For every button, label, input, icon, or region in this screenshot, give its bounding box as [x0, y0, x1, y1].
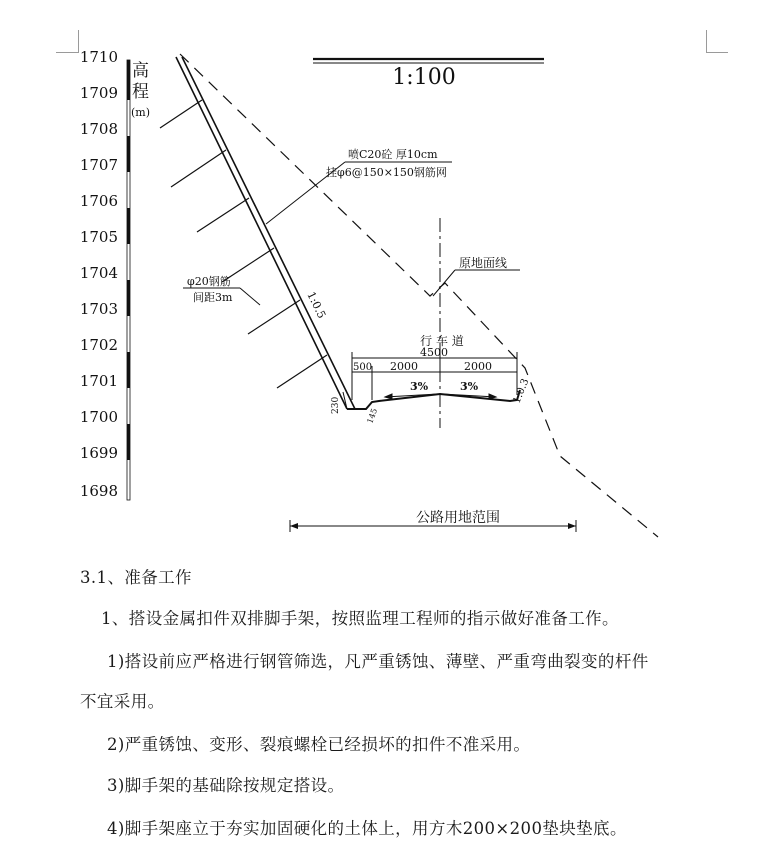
- elevation-label-1701: 1701: [79, 372, 118, 390]
- elevation-label-1703: 1703: [79, 300, 118, 318]
- elevation-ruler: [127, 60, 130, 500]
- scale-label: 1:100: [392, 65, 456, 90]
- sub-item-4: 4)脚手架座立于夯实加固硬化的土体上，用方木200×200垫块垫底。: [107, 819, 627, 838]
- elevation-label-1699: 1699: [79, 444, 118, 462]
- item-1: 1、搭设金属扣件双排脚手架，按照监理工程师的指示做好准备工作。: [101, 609, 619, 628]
- section-heading: 3.1、准备工作: [80, 568, 192, 587]
- elevation-label-1698: 1698: [79, 482, 118, 500]
- elevation-label-1707: 1707: [79, 156, 118, 174]
- elevation-label-1705: 1705: [79, 228, 118, 246]
- elevation-label-1710: 1710: [79, 48, 118, 66]
- ditch-depth-label: 230: [331, 396, 341, 414]
- carriageway-label: 行 车 道: [420, 334, 464, 348]
- original-ground-line: [180, 54, 658, 537]
- sub-item-1-line-2: 不宜采用。: [80, 692, 165, 711]
- cut-slope-ratio: 1:0.5: [304, 289, 329, 321]
- elevation-label-1702: 1702: [79, 336, 118, 354]
- right-of-way-arrow-right: [568, 523, 576, 529]
- rebar-note-line2: 间距3m: [193, 291, 233, 304]
- width-total-label: 4500: [420, 346, 448, 359]
- crossfall-left-label: 3%: [410, 380, 429, 393]
- sub-item-3: 3)脚手架的基础除按规定搭设。: [107, 776, 345, 795]
- sub-item-1-line-1: 1)搭设前应严格进行钢管筛选，凡严重锈蚀、薄壁、严重弯曲裂变的杆件: [107, 652, 649, 671]
- rebar-leader: [240, 288, 260, 305]
- width-left-label: 2000: [390, 360, 418, 373]
- rebar-anchors: [160, 100, 327, 388]
- axis-title-char-2: 程: [132, 82, 149, 102]
- width-500-label: 500: [353, 362, 373, 373]
- elevation-label-1706: 1706: [79, 192, 118, 210]
- ground-leader: [433, 270, 455, 296]
- ditch-slope-label: 145: [365, 407, 380, 425]
- ditch-and-pavement: [347, 390, 520, 409]
- shotcrete-note-line1: 喷C20砼 厚10cm: [348, 148, 438, 161]
- cut-slope: [176, 57, 355, 409]
- elevation-labels: [80, 48, 118, 500]
- elevation-label-1704: 1704: [79, 264, 118, 282]
- elevation-label-1709: 1709: [79, 84, 118, 102]
- fill-slope-ratio: 1:0.3: [511, 377, 532, 406]
- shotcrete-note-line2: 挂φ6@150×150钢筋网: [326, 166, 447, 179]
- elevation-label-1700: 1700: [79, 408, 118, 426]
- rebar-note-line1: φ20钢筋: [187, 275, 231, 288]
- right-of-way-arrow-left: [290, 523, 298, 529]
- ground-note: 原地面线: [459, 256, 508, 270]
- axis-title-char-1: 高: [132, 61, 149, 81]
- elevation-label-1708: 1708: [79, 120, 118, 138]
- axis-unit: (m): [131, 106, 151, 119]
- right-of-way-label: 公路用地范围: [416, 510, 500, 526]
- width-right-label: 2000: [464, 360, 492, 373]
- crossfall-right-label: 3%: [460, 380, 479, 393]
- sub-item-2: 2)严重锈蚀、变形、裂痕螺栓已经损坏的扣件不准采用。: [107, 735, 531, 754]
- width-dimension-lines: [352, 352, 517, 400]
